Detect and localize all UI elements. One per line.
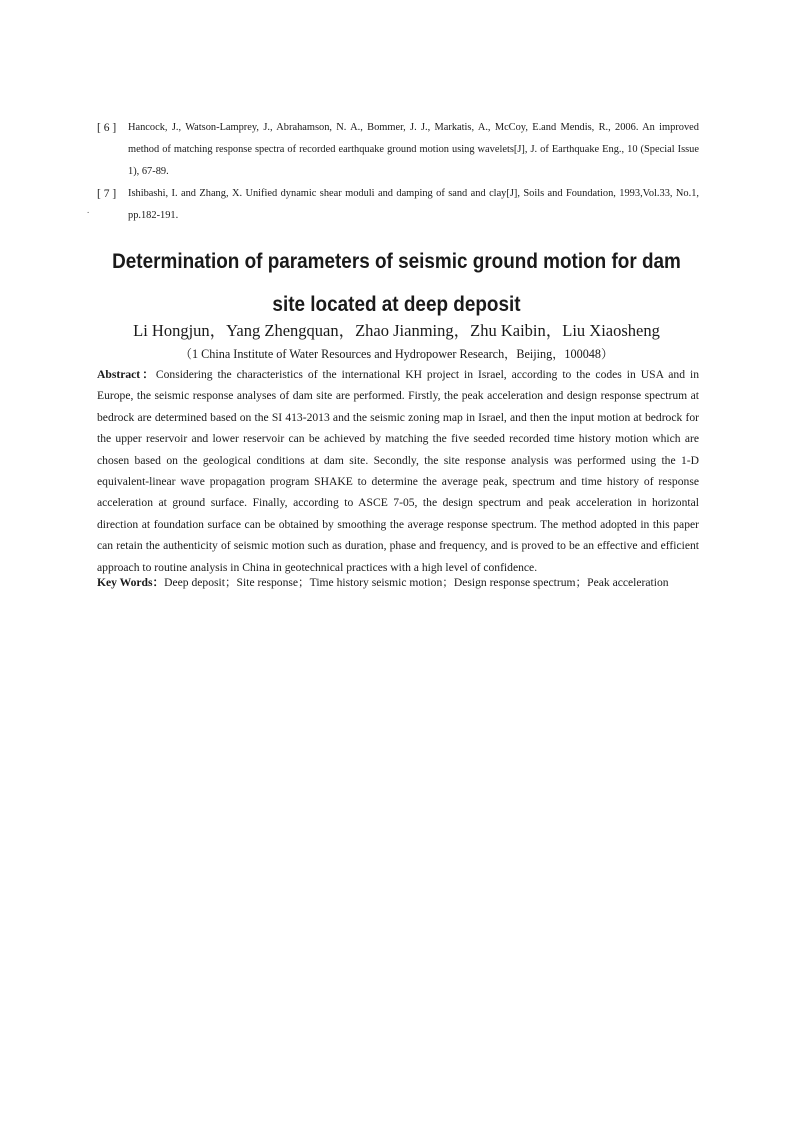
- reference-item: [97, 117, 699, 183]
- reference-list: [97, 117, 699, 227]
- abstract: [97, 364, 699, 578]
- abstract-text: Considering the characteristics of the international KH project in Israel, according to the codes in USA and in Europe, the seismic response analyses of dam site are performed. Firstly, the peak acceleration and design response spectrum at bedrock are determined based on the SI 413-2013 and the seismic zoning map in Israel, and then the input motion at bedrock for the upper reservoir and lower reservoir can be achieved by matching the five seeded recorded time history motion which are chosen based on the geological conditions at dam site. Secondly, the site response analysis was performed using the 1-D equivalent-linear wave propagation program SHAKE to determine the average peak, spectrum and time history of response acceleration at ground surface. Finally, according to ASCE 7-05, the design spectrum and peak acceleration in horizontal direction at foundation surface can be obtained by smoothing the average response spectrum. The method adopted in this paper can retain the authenticity of seismic motion such as duration, phase and frequency, and is proved to be an effective and efficient approach to routine analysis in China in geotechnical practices with a high level of confidence.: [97, 368, 699, 574]
- author-list: Li Hongjun，Yang Zhengquan，Zhao Jianming，Zhu Kaibin，Liu Xiaosheng: [133, 321, 660, 340]
- reference-item: [97, 183, 699, 227]
- affiliation: （1 China Institute of Water Resources and Hydropower Research，Beijing，100048）: [179, 347, 614, 361]
- reference-number: [ 6 ]: [97, 122, 117, 134]
- paper-title: Determination of parameters of seismic ground motion for dam site located at deep deposit: [112, 249, 681, 316]
- keywords: [97, 572, 699, 593]
- reference-text: Ishibashi, I. and Zhang, X. Unified dynamic shear moduli and damping of sand and clay[J], Soils and Foundation, 1993,Vol.33, No.1, pp.182-191.: [128, 188, 699, 221]
- stray-mark: .: [87, 205, 90, 215]
- keywords-text: Deep deposit；Site response；Time history seismic motion；Design response spectrum；Peak acceleration: [164, 576, 669, 589]
- reference-number: [ 7 ]: [97, 188, 117, 200]
- abstract-label: Abstract：: [97, 368, 156, 381]
- reference-text: Hancock, J., Watson-Lamprey, J., Abrahamson, N. A., Bommer, J. J., Markatis, A., McCoy, E.and Mendis, R., 2006. An improved method of matching response spectra of recorded earthquake ground motion using wavelets[J], J. of Earthquake Eng., 10 (Special Issue 1), 67-89.: [128, 122, 699, 177]
- keywords-label: Key Words：: [97, 576, 165, 589]
